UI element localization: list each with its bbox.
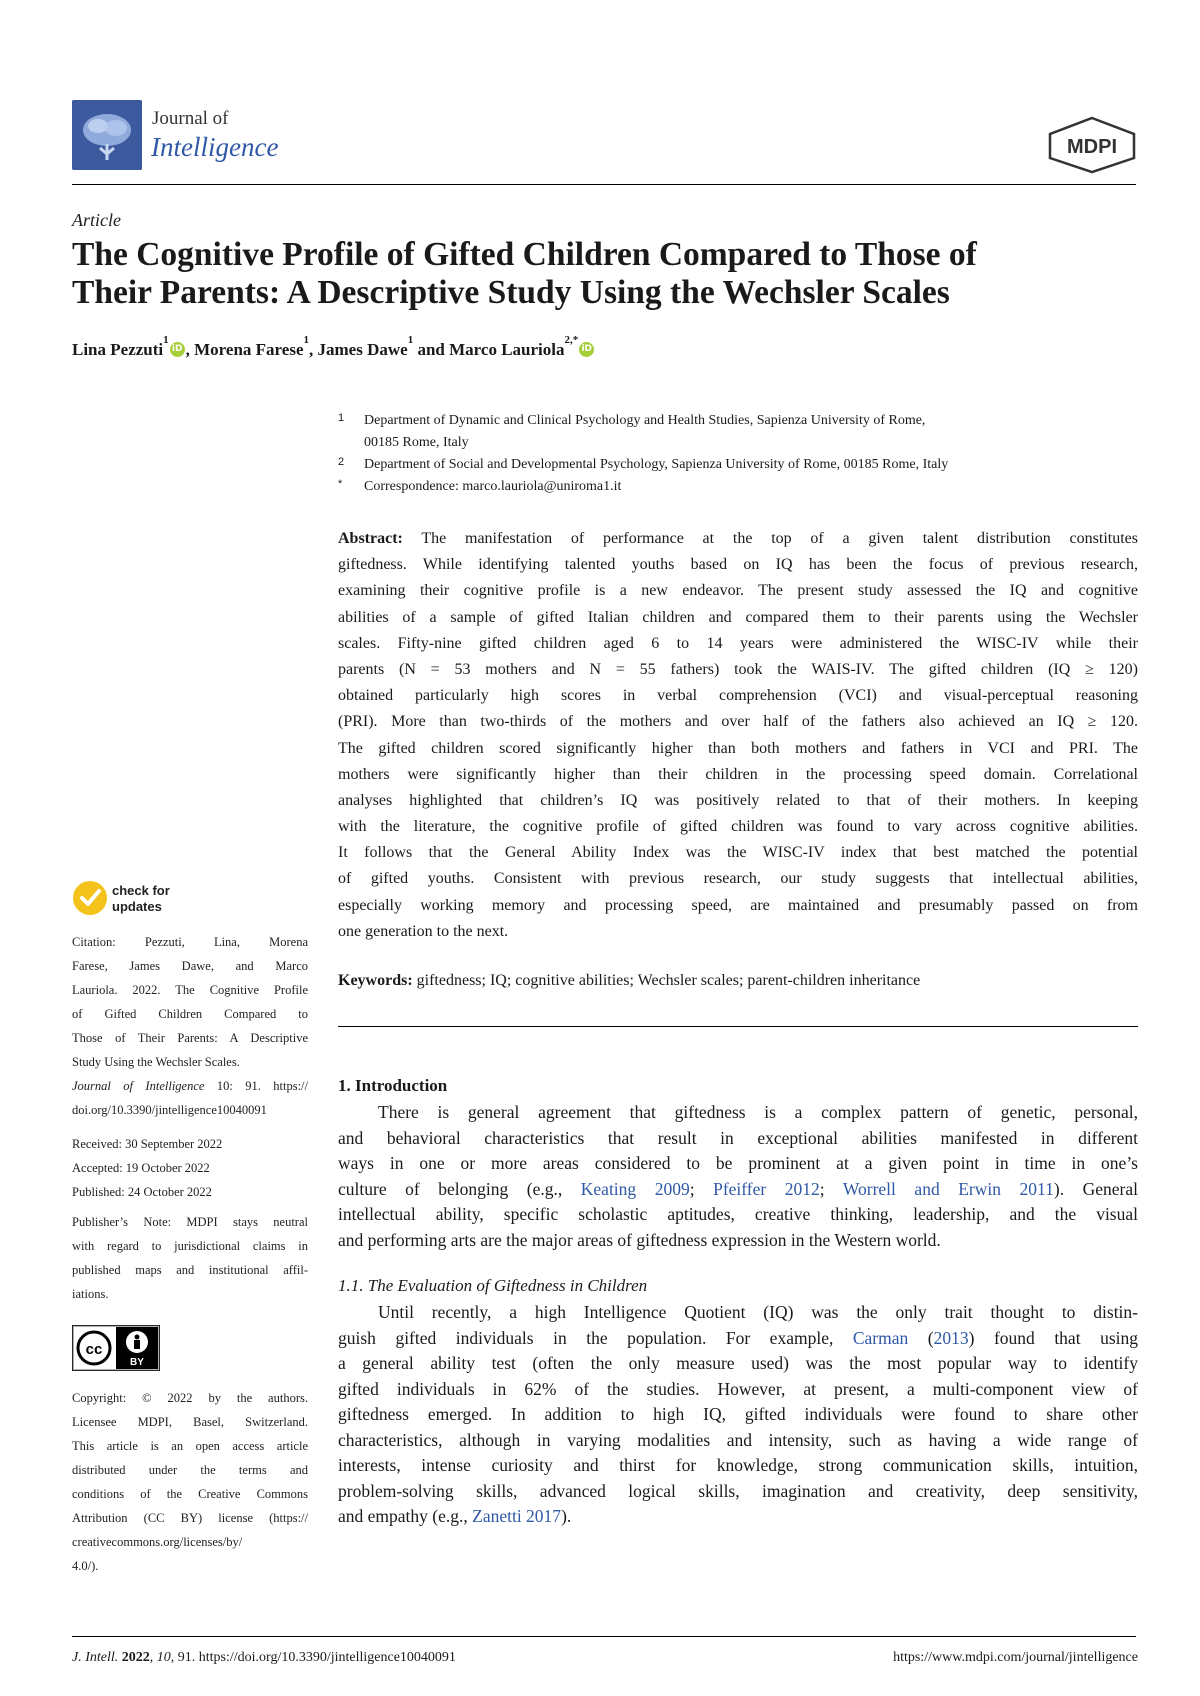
citation-doi[interactable]: doi.org/10.3390/jintelligence10040091 (72, 1103, 267, 1117)
paragraph-line: Until recently, a high Intelligence Quotient (IQ) was the only trait thought to distin- (378, 1302, 1138, 1322)
journal-name: Intelligence (151, 132, 279, 162)
citation-line: Lauriola. 2022. The Cognitive Profile (72, 983, 308, 997)
cc-by-license-badge[interactable] (72, 1325, 160, 1371)
title-line: Their Parents: A Descriptive Study Using the Wechsler Scales (72, 274, 950, 311)
article-type: Article (72, 210, 121, 230)
paragraph-line: and behavioral characteristics that result in exceptional abilities manifested in different (338, 1127, 1138, 1148)
brain-icon (72, 100, 142, 170)
abstract-line: giftedness. While identifying talented youths based on IQ has been the focus of previous research, (338, 556, 1138, 574)
citation-link[interactable]: Worrell and Erwin 2011 (842, 1178, 1054, 1199)
publisher-note-line: iations. (72, 1287, 109, 1301)
abstract-line: Abstract: The manifestation of performance at the top of a given talent distribution constitutes (338, 530, 1138, 547)
affiliation-text (364, 410, 1144, 454)
paragraph-line: gifted individuals in 62% of the studies. However, at present, a multi-component view of (338, 1378, 1138, 1399)
citation-line: Journal of Intelligence 10: 91. https:// (72, 1079, 309, 1093)
publisher-note-line: with regard to jurisdictional claims in (72, 1239, 308, 1253)
article-title (72, 236, 1142, 312)
affiliation-number: 1 (338, 412, 345, 424)
copyright-line[interactable]: creativecommons.org/licenses/by/ (72, 1535, 243, 1549)
orcid-icon[interactable]: iD (579, 342, 594, 357)
dates-block (72, 1132, 308, 1204)
paragraph-line: characteristics, although in varying modalities and intensity, such as having a wide range of (338, 1429, 1138, 1450)
copyright-line: Copyright: © 2022 by the authors. (72, 1391, 308, 1405)
correspondence-text[interactable]: Correspondence: marco.lauriola@uniroma1.it (364, 479, 622, 494)
copyright-line: Licensee MDPI, Basel, Switzerland. (72, 1415, 308, 1429)
paragraph-line: a general ability test (often the only measure used) was the most popular way to identify (338, 1353, 1138, 1373)
mdpi-logo-text: MDPI (1067, 136, 1117, 158)
citation-line: of Gifted Children Compared to (72, 1007, 308, 1021)
citation-line: Citation: Pezzuti, Lina, Morena (72, 935, 308, 949)
abstract-line: The gifted children scored significantly higher than both mothers and fathers in VCI and PRI. The (338, 739, 1138, 757)
section-heading: 1. Introduction (338, 1076, 448, 1095)
abstract-line: parents (N = 53 mothers and N = 55 fathers) took the WAIS-IV. The gifted children (IQ ≥ 120) (338, 660, 1138, 678)
received-date: Received: 30 September 2022 (72, 1137, 223, 1151)
citation-line: Farese, James Dawe, and Marco (72, 959, 308, 973)
copyright-line: This article is an open access article (72, 1439, 308, 1453)
copyright-line: distributed under the terms and (72, 1463, 308, 1477)
title-line: The Cognitive Profile of Gifted Children Compared to Those of (72, 236, 977, 273)
affiliation-text: Department of Social and Developmental Psychology, Sapienza University of Rome, 00185 Rome, Italy (364, 457, 949, 472)
abstract-line: obtained particularly high scores in verbal comprehension (VCI) and visual-perceptual reasoning (338, 687, 1138, 705)
footer-volume: 10 (156, 1650, 171, 1665)
author-separator: , (309, 340, 318, 359)
abstract-label: Abstract: (338, 530, 403, 547)
section-divider (338, 1026, 1138, 1027)
abstract-line: analyses highlighted that children’s IQ was positively related to that of their mothers. In keeping (338, 791, 1138, 809)
abstract-line: with the literature, the cognitive profile of gifted children was found to vary across cognitive abilities. (338, 818, 1138, 836)
author-name[interactable]: Marco Lauriola (449, 340, 565, 359)
citation-link[interactable]: Keating 2009 (580, 1178, 690, 1199)
publisher-note-line: published maps and institutional affil- (72, 1263, 308, 1277)
mdpi-logo (1046, 116, 1138, 174)
author-list: Lina Pezzuti 1 iD , Morena Farese 1 , James Dawe 1 and Marco Lauriola 2,* iD (72, 340, 595, 360)
citation-line: Those of Their Parents: A Descriptive (72, 1031, 308, 1045)
copyright-line: conditions of the Creative Commons (72, 1487, 308, 1501)
citation-link[interactable]: 2013 (933, 1327, 969, 1348)
check-for-updates-badge[interactable] (72, 878, 182, 918)
abstract-line: abilities of a sample of gifted Italian children and compared them to their parents using the Wechsler (338, 608, 1138, 626)
paragraph-line: problem-solving skills, advanced logical skills, imagination and creativity, deep sensitivity, (338, 1480, 1138, 1501)
subsection-heading: 1.1. The Evaluation of Giftedness in Children (338, 1276, 648, 1295)
author-name[interactable]: Morena Farese (194, 340, 304, 359)
check-updates-line: updates (112, 899, 162, 914)
copyright-line: 4.0/). (72, 1559, 99, 1573)
orcid-icon[interactable]: iD (170, 342, 185, 357)
paragraph-line: interests, intense curiosity and thirst for knowledge, strong communication skills, intuition, (338, 1455, 1138, 1475)
citation-link[interactable]: Zanetti 2017 (472, 1506, 562, 1526)
paragraph-line: giftedness emerged. In addition to high IQ, gifted individuals were found to share other (338, 1404, 1138, 1424)
footer-year: 2022 (121, 1650, 150, 1665)
paragraph-line: and performing arts are the major areas of giftedness expression in the Western world. (338, 1229, 941, 1250)
abstract-line: It follows that the General Ability Index was the WISC-IV index that best matched the potential (338, 844, 1138, 862)
accepted-date: Accepted: 19 October 2022 (72, 1161, 210, 1175)
keywords-label: Keywords: (338, 972, 413, 989)
citation-line: Study Using the Wechsler Scales. (72, 1055, 240, 1069)
abstract-line: especially working memory and processing speed, are maintained and presumably passed on from (338, 896, 1138, 914)
paragraph-line: intellectual ability, specific scholastic aptitudes, creative thinking, leadership, and the visual (338, 1204, 1138, 1224)
journal-of-label: Journal of (152, 108, 229, 129)
footer-journal-url[interactable]: https://www.mdpi.com/journal/jintelligence (893, 1650, 1138, 1665)
affiliation-line: 00185 Rome, Italy (364, 435, 469, 450)
keywords (338, 972, 1138, 990)
published-date: Published: 24 October 2022 (72, 1185, 212, 1199)
footer-journal: J. Intell. (72, 1650, 119, 1665)
keywords-text: giftedness; IQ; cognitive abilities; Wechsler scales; parent-children inheritance (416, 972, 921, 989)
footer-doi[interactable]: https://doi.org/10.3390/jintelligence10040091 (198, 1650, 456, 1665)
journal-logo (72, 100, 142, 170)
footer-article-number: 91 (177, 1650, 192, 1665)
author-separator: and (413, 340, 450, 359)
citation-link[interactable]: Pfeiffer 2012 (713, 1178, 820, 1199)
author-separator: , (185, 340, 195, 359)
paragraph-line: guish gifted individuals in the population. For example, Carman (2013) found that using (338, 1327, 1139, 1348)
abstract (338, 526, 1138, 945)
paragraph-line: ways in one or more areas considered to be prominent at a given point in time in one’s (338, 1153, 1138, 1173)
check-updates-line: check for (112, 883, 170, 898)
copyright-line: Attribution (CC BY) license (https:// (72, 1511, 308, 1525)
citation-block (72, 930, 308, 1122)
abstract-line: one generation to the next. (338, 922, 509, 940)
svg-text:cc: cc (85, 1341, 103, 1358)
publisher-note (72, 1210, 308, 1306)
footer-rule (72, 1636, 1136, 1637)
abstract-line: mothers were significantly higher than their children in the processing speed domain. Correlational (338, 765, 1138, 783)
body-paragraph (338, 1300, 1138, 1530)
affiliation-number: 2 (338, 456, 345, 468)
copyright-block (72, 1386, 308, 1578)
author-name[interactable]: Lina Pezzuti (72, 340, 164, 359)
affiliation-line: Department of Dynamic and Clinical Psychology and Health Studies, Sapienza University of Rome, (364, 413, 926, 428)
svg-text:BY: BY (130, 1357, 144, 1368)
affiliation-number: * (338, 478, 343, 490)
paragraph-line: and empathy (e.g., Zanetti 2017). (338, 1506, 572, 1526)
paragraph-line: There is general agreement that giftedness is a complex pattern of genetic, personal, (378, 1102, 1138, 1122)
footer-citation: J. Intell. 2022, 10, 91. https://doi.org/10.3390/jintelligence10040091 (72, 1650, 456, 1665)
abstract-line: of gifted youths. Consistent with previous research, our study suggests that intellectual abilities, (338, 870, 1138, 888)
intro-paragraph (338, 1100, 1138, 1253)
author-name[interactable]: James Dawe (317, 340, 408, 359)
check-icon (73, 881, 107, 915)
abstract-line: scales. Fifty-nine gifted children aged 6 to 14 years were administered the WISC-IV while their (338, 634, 1138, 652)
publisher-note-line: Publisher’s Note: MDPI stays neutral (72, 1215, 308, 1229)
citation-link[interactable]: Carman (852, 1327, 909, 1348)
paragraph-line: culture of belonging (e.g., Keating 2009; Pfeiffer 2012; Worrell and Erwin 2011). General (338, 1178, 1138, 1199)
header-rule (72, 184, 1136, 185)
abstract-line: examining their cognitive profile is a new endeavor. The present study assessed the IQ and cognitive (338, 582, 1138, 600)
abstract-line: (PRI). More than two-thirds of the mothers and over half of the fathers also achieved an IQ ≥ 120. (338, 713, 1138, 731)
